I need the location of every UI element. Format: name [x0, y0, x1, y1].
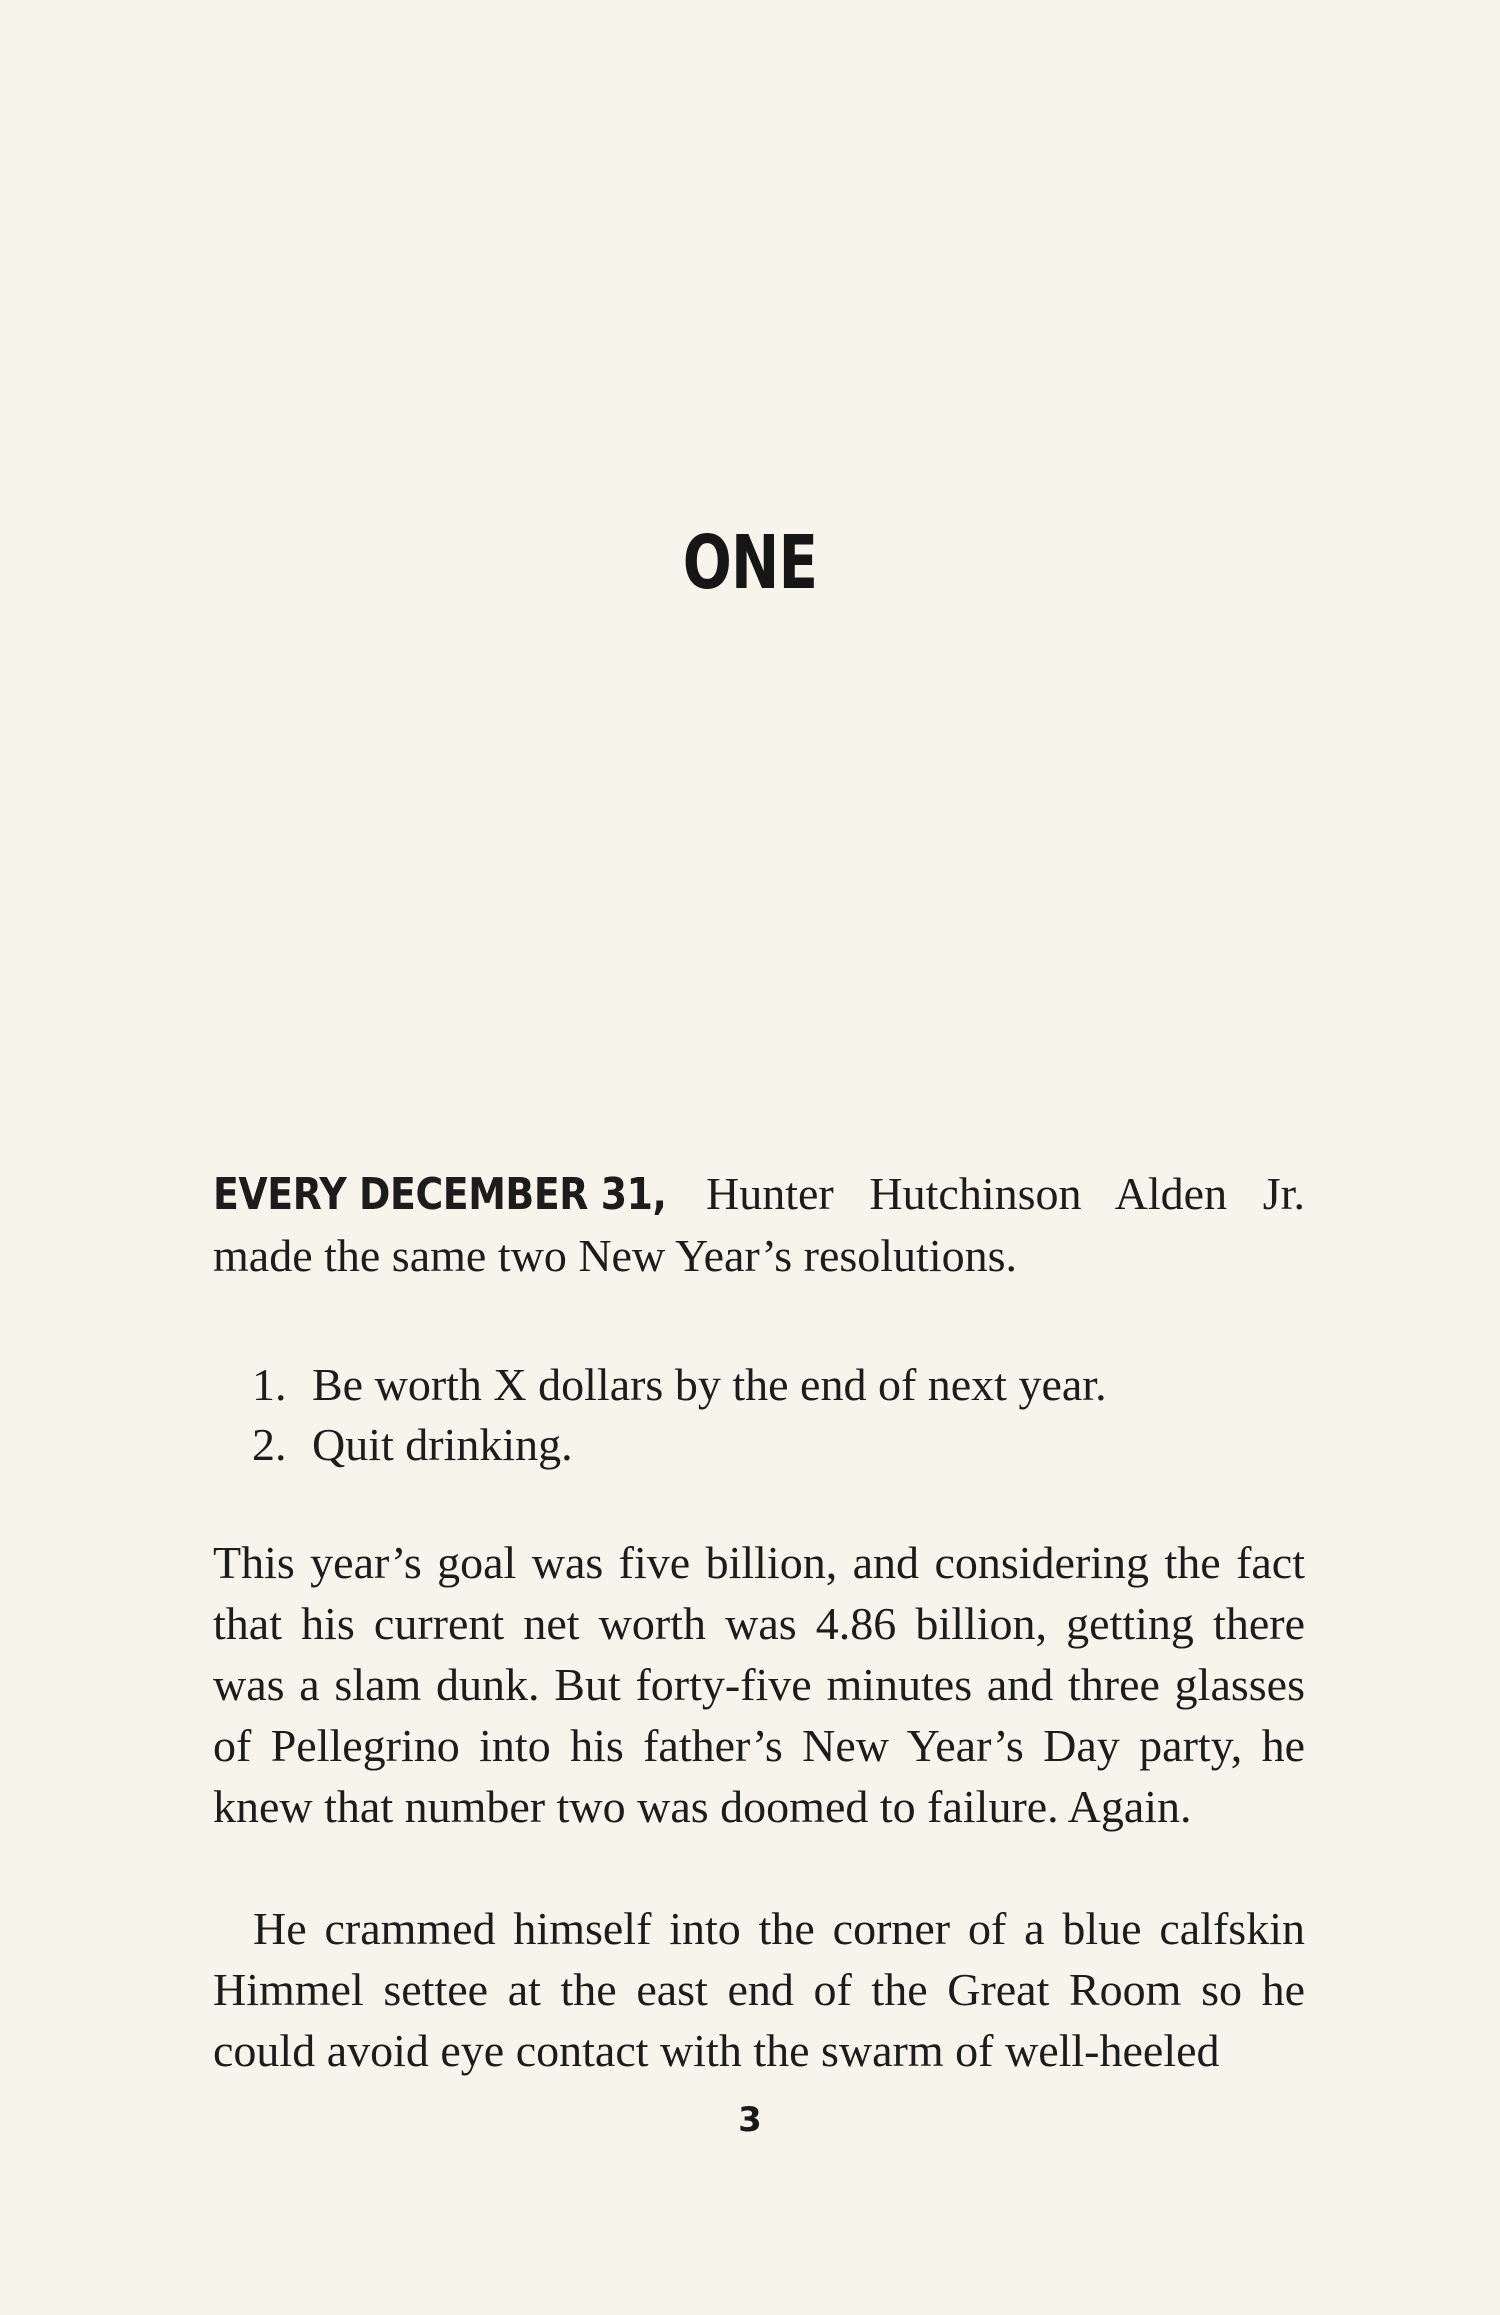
paragraph: [213, 1532, 1305, 1837]
list-item-number: 1.: [252, 1359, 287, 1410]
page-number: 3: [738, 2100, 762, 2140]
paragraph: [213, 1898, 1305, 2081]
list-item-text: Be worth X dollars by the end of next year.: [312, 1359, 1107, 1410]
list-item-text: Quit drinking.: [312, 1419, 573, 1470]
chapter-title: ONE: [682, 520, 818, 606]
list-item: [252, 1415, 1107, 1475]
paragraph-text: This year’s goal was five billion, and considering the fact that his current net worth was 4.86 billion, getting there was a slam dunk. But forty-five minutes and three glasses of Pellegrino into his father’s New Year’s Day party, he knew that number two was doomed to failure. Again.: [213, 1537, 1305, 1832]
list-item-number: 2.: [252, 1419, 287, 1470]
resolutions-list: [252, 1355, 1107, 1475]
list-item: [252, 1355, 1107, 1415]
lead-in: EVERY DECEMBER 31,: [213, 1169, 667, 1220]
paragraph-text: He crammed himself into the corner of a blue calfskin Himmel settee at the east end of the Great Room so he could avoid eye contact with the swarm of well-heeled: [213, 1903, 1305, 2076]
opening-paragraph: [213, 1163, 1305, 1286]
opening-text: Hunter Hutchinson Alden Jr. made the same two New Year’s resolutions.: [213, 1168, 1305, 1281]
